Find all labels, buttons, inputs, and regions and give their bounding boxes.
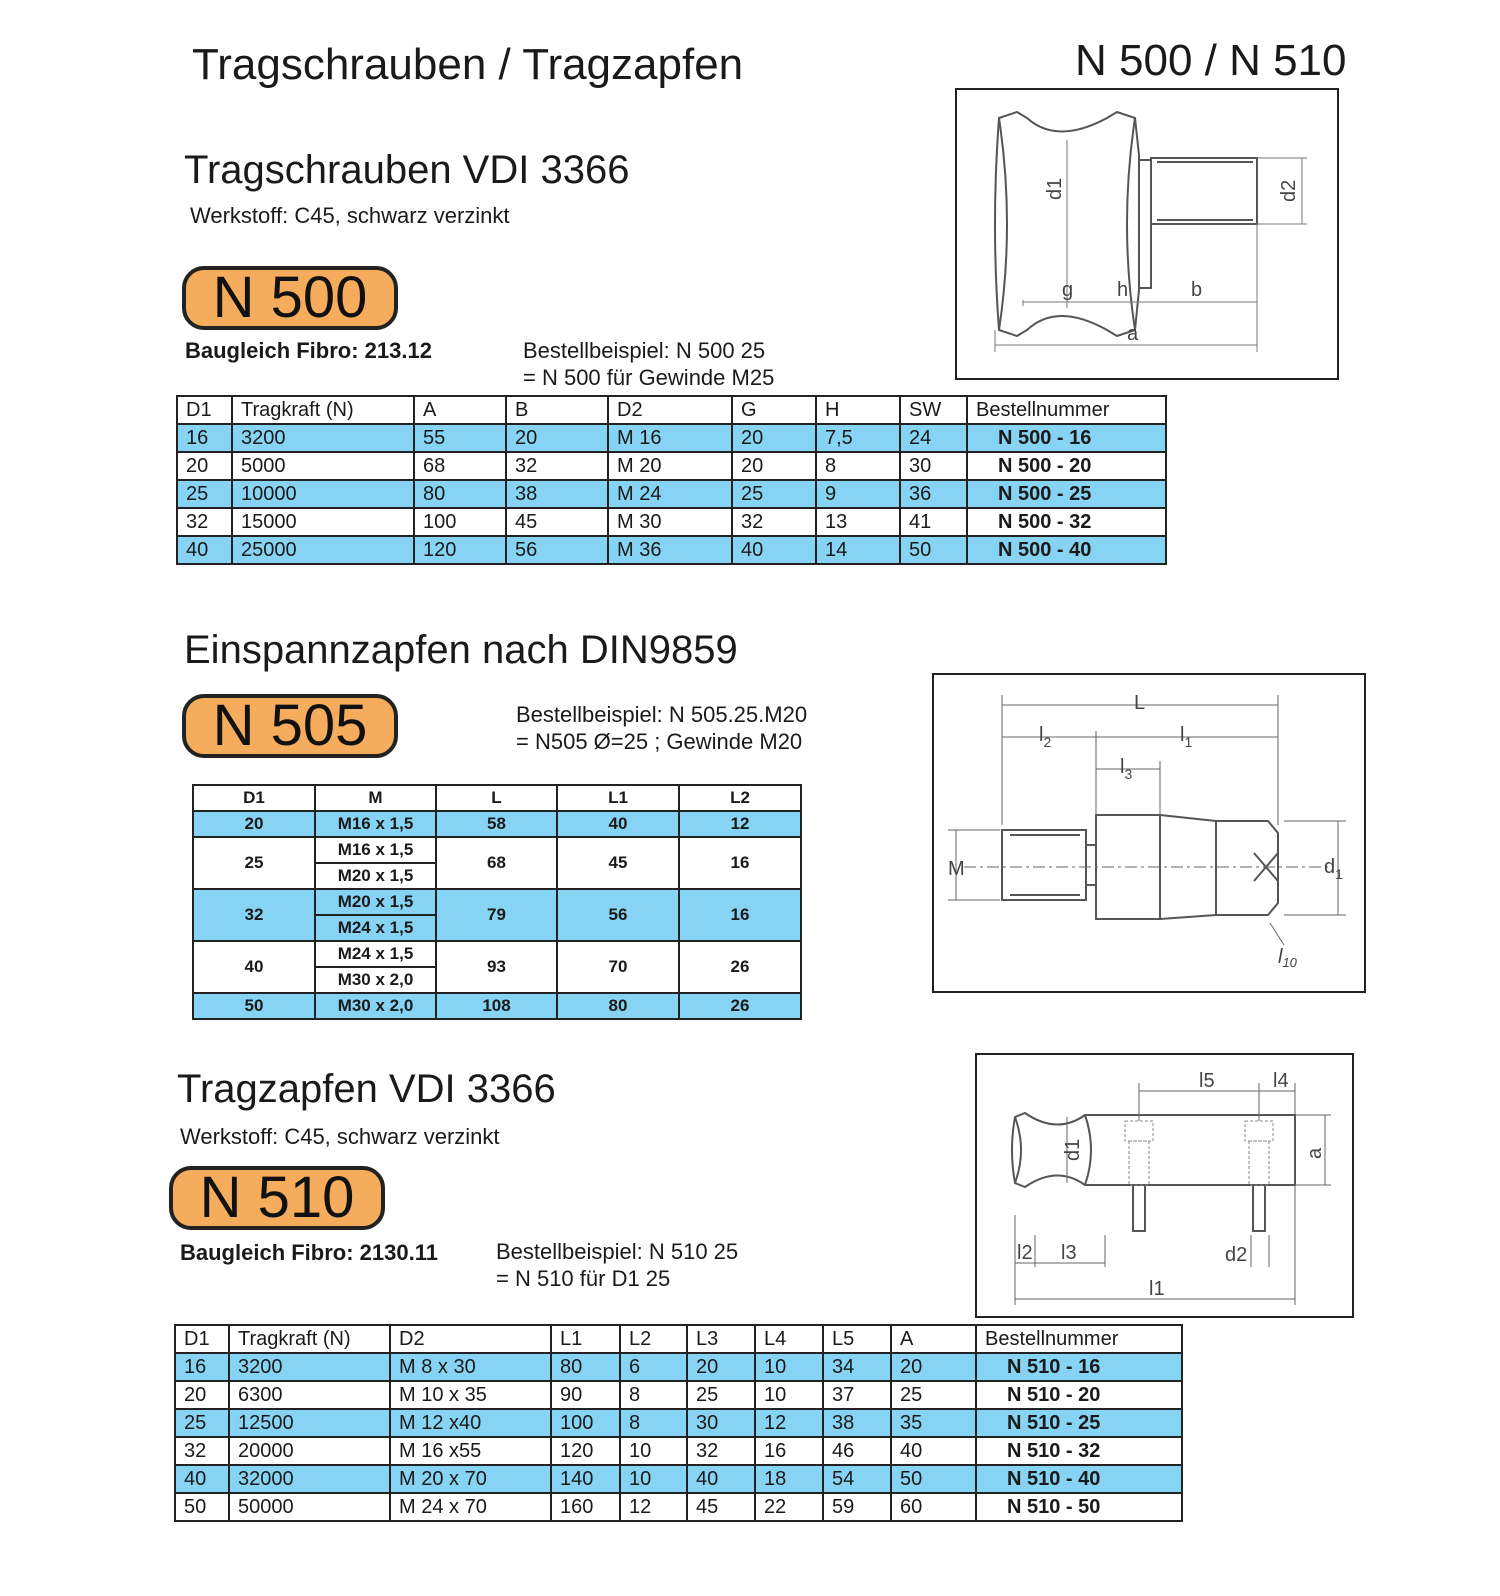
table-cell: 50 bbox=[891, 1465, 976, 1493]
table-cell: 54 bbox=[823, 1465, 891, 1493]
n505-column-header: L bbox=[436, 785, 557, 811]
n510-label-d2: d2 bbox=[1225, 1244, 1248, 1266]
table-cell: 25 bbox=[177, 480, 232, 508]
table-cell: 160 bbox=[551, 1493, 620, 1521]
table-cell: 38 bbox=[506, 480, 608, 508]
table-cell: 16 bbox=[679, 837, 801, 889]
n510-column-header: Tragkraft (N) bbox=[229, 1325, 390, 1353]
table-row bbox=[175, 1493, 1182, 1521]
n510-heading: Tragzapfen VDI 3366 bbox=[177, 1067, 556, 1111]
table-cell: 68 bbox=[414, 452, 506, 480]
order-number-cell: N 510 - 16 bbox=[976, 1353, 1182, 1381]
n510-label-l1: l1 bbox=[1149, 1278, 1165, 1300]
table-cell: 6300 bbox=[229, 1381, 390, 1409]
thread-cell: M30 x 2,0 bbox=[315, 967, 436, 993]
table-cell: M 36 bbox=[608, 536, 732, 564]
table-cell: M 10 x 35 bbox=[390, 1381, 551, 1409]
table-cell: 25 bbox=[193, 837, 315, 889]
table-cell: 40 bbox=[687, 1465, 755, 1493]
table-cell: 20 bbox=[175, 1381, 229, 1409]
table-cell: 20 bbox=[891, 1353, 976, 1381]
n500-drawing bbox=[955, 88, 1339, 380]
table-cell: 32 bbox=[732, 508, 816, 536]
order-number-cell: N 500 - 25 bbox=[967, 480, 1166, 508]
table-cell: 41 bbox=[900, 508, 967, 536]
table-cell: 80 bbox=[414, 480, 506, 508]
n510-column-header: A bbox=[891, 1325, 976, 1353]
table-cell: 6 bbox=[620, 1353, 687, 1381]
n500-material: Werkstoff: C45, schwarz verzinkt bbox=[190, 203, 510, 228]
table-row bbox=[193, 993, 801, 1019]
table-cell: M 24 x 70 bbox=[390, 1493, 551, 1521]
table-cell: 37 bbox=[823, 1381, 891, 1409]
table-cell: 60 bbox=[891, 1493, 976, 1521]
n510-order-example-2: = N 510 für D1 25 bbox=[496, 1266, 671, 1291]
n500-column-header: Bestellnummer bbox=[967, 396, 1166, 424]
order-number-cell: N 500 - 40 bbox=[967, 536, 1166, 564]
table-row bbox=[193, 889, 801, 915]
table-cell: 32 bbox=[175, 1437, 229, 1465]
n505-order-example-1: Bestellbeispiel: N 505.25.M20 bbox=[516, 702, 808, 727]
table-cell: 50 bbox=[193, 993, 315, 1019]
n510-column-header: L2 bbox=[620, 1325, 687, 1353]
n500-table bbox=[176, 395, 1167, 565]
table-cell: 12500 bbox=[229, 1409, 390, 1437]
table-cell: 93 bbox=[436, 941, 557, 993]
table-cell: 3200 bbox=[229, 1353, 390, 1381]
n505-column-header: L2 bbox=[679, 785, 801, 811]
n510-column-header: D1 bbox=[175, 1325, 229, 1353]
table-cell: 40 bbox=[557, 811, 679, 837]
table-cell: 120 bbox=[414, 536, 506, 564]
n500-label-a: a bbox=[1127, 323, 1139, 345]
n500-column-header: D1 bbox=[177, 396, 232, 424]
n505-label-d1: $d_1$ bbox=[1324, 856, 1343, 882]
n500-order-example-2: = N 500 für Gewinde M25 bbox=[523, 365, 775, 390]
n510-order-example-1: Bestellbeispiel: N 510 25 bbox=[496, 1239, 739, 1264]
table-row bbox=[175, 1409, 1182, 1437]
n510-column-header: Bestellnummer bbox=[976, 1325, 1182, 1353]
n510-label-l5: l5 bbox=[1199, 1070, 1215, 1092]
table-cell: 25 bbox=[732, 480, 816, 508]
n510-material: Werkstoff: C45, schwarz verzinkt bbox=[180, 1124, 500, 1149]
order-number-cell: N 500 - 20 bbox=[967, 452, 1166, 480]
n510-column-header: L1 bbox=[551, 1325, 620, 1353]
n500-heading: Tragschrauben VDI 3366 bbox=[184, 148, 630, 192]
n505-label-l3: $l_3$ bbox=[1120, 756, 1133, 782]
table-cell: 56 bbox=[506, 536, 608, 564]
table-cell: 140 bbox=[551, 1465, 620, 1493]
table-cell: 5000 bbox=[232, 452, 414, 480]
table-cell: 45 bbox=[687, 1493, 755, 1521]
table-cell: 12 bbox=[679, 811, 801, 837]
table-cell: 80 bbox=[557, 993, 679, 1019]
table-cell: 8 bbox=[620, 1381, 687, 1409]
n505-column-header: M bbox=[315, 785, 436, 811]
n500-label-b: b bbox=[1191, 279, 1203, 301]
n500-column-header: G bbox=[732, 396, 816, 424]
n510-column-header: L3 bbox=[687, 1325, 755, 1353]
table-row bbox=[193, 837, 801, 863]
table-cell: 13 bbox=[816, 508, 900, 536]
n510-label-a: a bbox=[1304, 1147, 1326, 1159]
table-cell: 45 bbox=[506, 508, 608, 536]
table-cell: 46 bbox=[823, 1437, 891, 1465]
table-cell: 25 bbox=[891, 1381, 976, 1409]
table-cell: 90 bbox=[551, 1381, 620, 1409]
table-cell: 8 bbox=[620, 1409, 687, 1437]
order-number-cell: N 510 - 40 bbox=[976, 1465, 1182, 1493]
table-cell: 20 bbox=[732, 452, 816, 480]
table-cell: 20000 bbox=[229, 1437, 390, 1465]
n505-header-row bbox=[193, 785, 801, 811]
table-row bbox=[177, 480, 1166, 508]
table-cell: 50000 bbox=[229, 1493, 390, 1521]
n500-column-header: SW bbox=[900, 396, 967, 424]
table-cell: 3200 bbox=[232, 424, 414, 452]
n510-column-header: L5 bbox=[823, 1325, 891, 1353]
table-cell: 36 bbox=[900, 480, 967, 508]
n505-column-header: D1 bbox=[193, 785, 315, 811]
table-cell: 68 bbox=[436, 837, 557, 889]
n510-label-l3: l3 bbox=[1061, 1242, 1077, 1264]
n500-column-header: A bbox=[414, 396, 506, 424]
table-cell: 32 bbox=[193, 889, 315, 941]
table-row bbox=[177, 452, 1166, 480]
n510-fibro: Baugleich Fibro: 2130.11 bbox=[180, 1240, 438, 1265]
table-cell: 70 bbox=[557, 941, 679, 993]
table-cell: 45 bbox=[557, 837, 679, 889]
n500-header-row bbox=[177, 396, 1166, 424]
table-cell: 50 bbox=[175, 1493, 229, 1521]
table-cell: 7,5 bbox=[816, 424, 900, 452]
table-cell: M 12 x40 bbox=[390, 1409, 551, 1437]
n505-table bbox=[192, 784, 802, 1020]
n505-label-l2: $l_2$ bbox=[1039, 724, 1052, 750]
table-cell: 16 bbox=[175, 1353, 229, 1381]
table-cell: 10 bbox=[755, 1353, 823, 1381]
table-cell: 16 bbox=[177, 424, 232, 452]
table-cell: 40 bbox=[177, 536, 232, 564]
page-title: Tragschrauben / Tragzapfen bbox=[192, 40, 744, 89]
table-cell: 10 bbox=[620, 1437, 687, 1465]
order-number-cell: N 500 - 16 bbox=[967, 424, 1166, 452]
order-number-cell: N 510 - 25 bbox=[976, 1409, 1182, 1437]
table-cell: 15000 bbox=[232, 508, 414, 536]
table-cell: 24 bbox=[900, 424, 967, 452]
n510-table bbox=[174, 1324, 1183, 1522]
table-cell: 12 bbox=[755, 1409, 823, 1437]
table-cell: 100 bbox=[551, 1409, 620, 1437]
table-row bbox=[177, 508, 1166, 536]
table-cell: 34 bbox=[823, 1353, 891, 1381]
table-cell: M 8 x 30 bbox=[390, 1353, 551, 1381]
table-cell: 32 bbox=[177, 508, 232, 536]
n510-label-l4: l4 bbox=[1273, 1070, 1289, 1092]
thread-cell: M20 x 1,5 bbox=[315, 863, 436, 889]
table-cell: 25000 bbox=[232, 536, 414, 564]
n510-badge: N 510 bbox=[169, 1166, 385, 1230]
n505-label-M: M bbox=[948, 858, 965, 880]
thread-cell: M24 x 1,5 bbox=[315, 915, 436, 941]
table-cell: 12 bbox=[620, 1493, 687, 1521]
table-cell: 16 bbox=[679, 889, 801, 941]
table-cell: 40 bbox=[193, 941, 315, 993]
n500-column-header: H bbox=[816, 396, 900, 424]
table-cell: 50 bbox=[900, 536, 967, 564]
order-number-cell: N 500 - 32 bbox=[967, 508, 1166, 536]
table-row bbox=[177, 536, 1166, 564]
n510-column-header: L4 bbox=[755, 1325, 823, 1353]
order-number-cell: N 510 - 50 bbox=[976, 1493, 1182, 1521]
table-cell: 32 bbox=[506, 452, 608, 480]
table-row bbox=[175, 1381, 1182, 1409]
n500-label-d2: d2 bbox=[1278, 179, 1300, 202]
table-cell: 120 bbox=[551, 1437, 620, 1465]
table-cell: M 24 bbox=[608, 480, 732, 508]
table-cell: 10 bbox=[755, 1381, 823, 1409]
n500-order-example-1: Bestellbeispiel: N 500 25 bbox=[523, 338, 766, 363]
n500-column-header: Tragkraft (N) bbox=[232, 396, 414, 424]
n505-label-l10: $l_{10}$ bbox=[1278, 946, 1297, 970]
table-row bbox=[175, 1437, 1182, 1465]
table-cell: 40 bbox=[891, 1437, 976, 1465]
table-row bbox=[175, 1465, 1182, 1493]
table-cell: 20 bbox=[732, 424, 816, 452]
table-row bbox=[193, 941, 801, 967]
n500-fibro: Baugleich Fibro: 213.12 bbox=[185, 338, 432, 363]
table-cell: 108 bbox=[436, 993, 557, 1019]
table-cell: 100 bbox=[414, 508, 506, 536]
n505-drawing bbox=[932, 673, 1366, 993]
table-cell: 22 bbox=[755, 1493, 823, 1521]
table-cell: 20 bbox=[506, 424, 608, 452]
n500-column-header: B bbox=[506, 396, 608, 424]
n510-header-row bbox=[175, 1325, 1182, 1353]
thread-cell: M30 x 2,0 bbox=[315, 993, 436, 1019]
n500-label-h: h bbox=[1117, 279, 1129, 301]
thread-cell: M24 x 1,5 bbox=[315, 941, 436, 967]
table-cell: 59 bbox=[823, 1493, 891, 1521]
table-cell: 14 bbox=[816, 536, 900, 564]
table-row bbox=[193, 811, 801, 837]
table-cell: 26 bbox=[679, 993, 801, 1019]
table-cell: 35 bbox=[891, 1409, 976, 1437]
n510-label-d1: d1 bbox=[1062, 1138, 1084, 1161]
order-number-cell: N 510 - 32 bbox=[976, 1437, 1182, 1465]
table-cell: M 20 bbox=[608, 452, 732, 480]
table-cell: 20 bbox=[687, 1353, 755, 1381]
n500-label-d1: d1 bbox=[1044, 177, 1066, 200]
n505-badge: N 505 bbox=[182, 694, 398, 758]
table-cell: 8 bbox=[816, 452, 900, 480]
n500-column-header: D2 bbox=[608, 396, 732, 424]
table-cell: 32 bbox=[687, 1437, 755, 1465]
table-cell: 58 bbox=[436, 811, 557, 837]
table-cell: 55 bbox=[414, 424, 506, 452]
table-cell: 9 bbox=[816, 480, 900, 508]
thread-cell: M16 x 1,5 bbox=[315, 811, 436, 837]
table-row bbox=[175, 1353, 1182, 1381]
table-cell: 30 bbox=[687, 1409, 755, 1437]
table-cell: 56 bbox=[557, 889, 679, 941]
thread-cell: M20 x 1,5 bbox=[315, 889, 436, 915]
table-cell: M 20 x 70 bbox=[390, 1465, 551, 1493]
table-row bbox=[177, 424, 1166, 452]
n500-badge: N 500 bbox=[182, 266, 398, 330]
table-cell: 26 bbox=[679, 941, 801, 993]
thread-cell: M16 x 1,5 bbox=[315, 837, 436, 863]
table-cell: 20 bbox=[193, 811, 315, 837]
n505-label-L: L bbox=[1134, 692, 1146, 714]
table-cell: 80 bbox=[551, 1353, 620, 1381]
table-cell: 38 bbox=[823, 1409, 891, 1437]
n500-label-g: g bbox=[1062, 279, 1074, 301]
n505-heading: Einspannzapfen nach DIN9859 bbox=[184, 628, 738, 672]
table-cell: 40 bbox=[175, 1465, 229, 1493]
table-cell: 18 bbox=[755, 1465, 823, 1493]
n510-column-header: D2 bbox=[390, 1325, 551, 1353]
table-cell: 25 bbox=[175, 1409, 229, 1437]
n505-column-header: L1 bbox=[557, 785, 679, 811]
table-cell: 25 bbox=[687, 1381, 755, 1409]
n505-order-example-2: = N505 Ø=25 ; Gewinde M20 bbox=[516, 729, 803, 754]
table-cell: M 30 bbox=[608, 508, 732, 536]
table-cell: 79 bbox=[436, 889, 557, 941]
n505-label-l1: $l_1$ bbox=[1180, 724, 1193, 750]
table-cell: 40 bbox=[732, 536, 816, 564]
order-number-cell: N 510 - 20 bbox=[976, 1381, 1182, 1409]
table-cell: M 16 x55 bbox=[390, 1437, 551, 1465]
product-codes: N 500 / N 510 bbox=[1075, 36, 1347, 85]
n510-label-l2: l2 bbox=[1017, 1242, 1033, 1264]
table-cell: 32000 bbox=[229, 1465, 390, 1493]
n510-drawing bbox=[975, 1053, 1354, 1318]
table-cell: 30 bbox=[900, 452, 967, 480]
table-cell: 10 bbox=[620, 1465, 687, 1493]
table-cell: 16 bbox=[755, 1437, 823, 1465]
table-cell: 20 bbox=[177, 452, 232, 480]
table-cell: 10000 bbox=[232, 480, 414, 508]
table-cell: M 16 bbox=[608, 424, 732, 452]
